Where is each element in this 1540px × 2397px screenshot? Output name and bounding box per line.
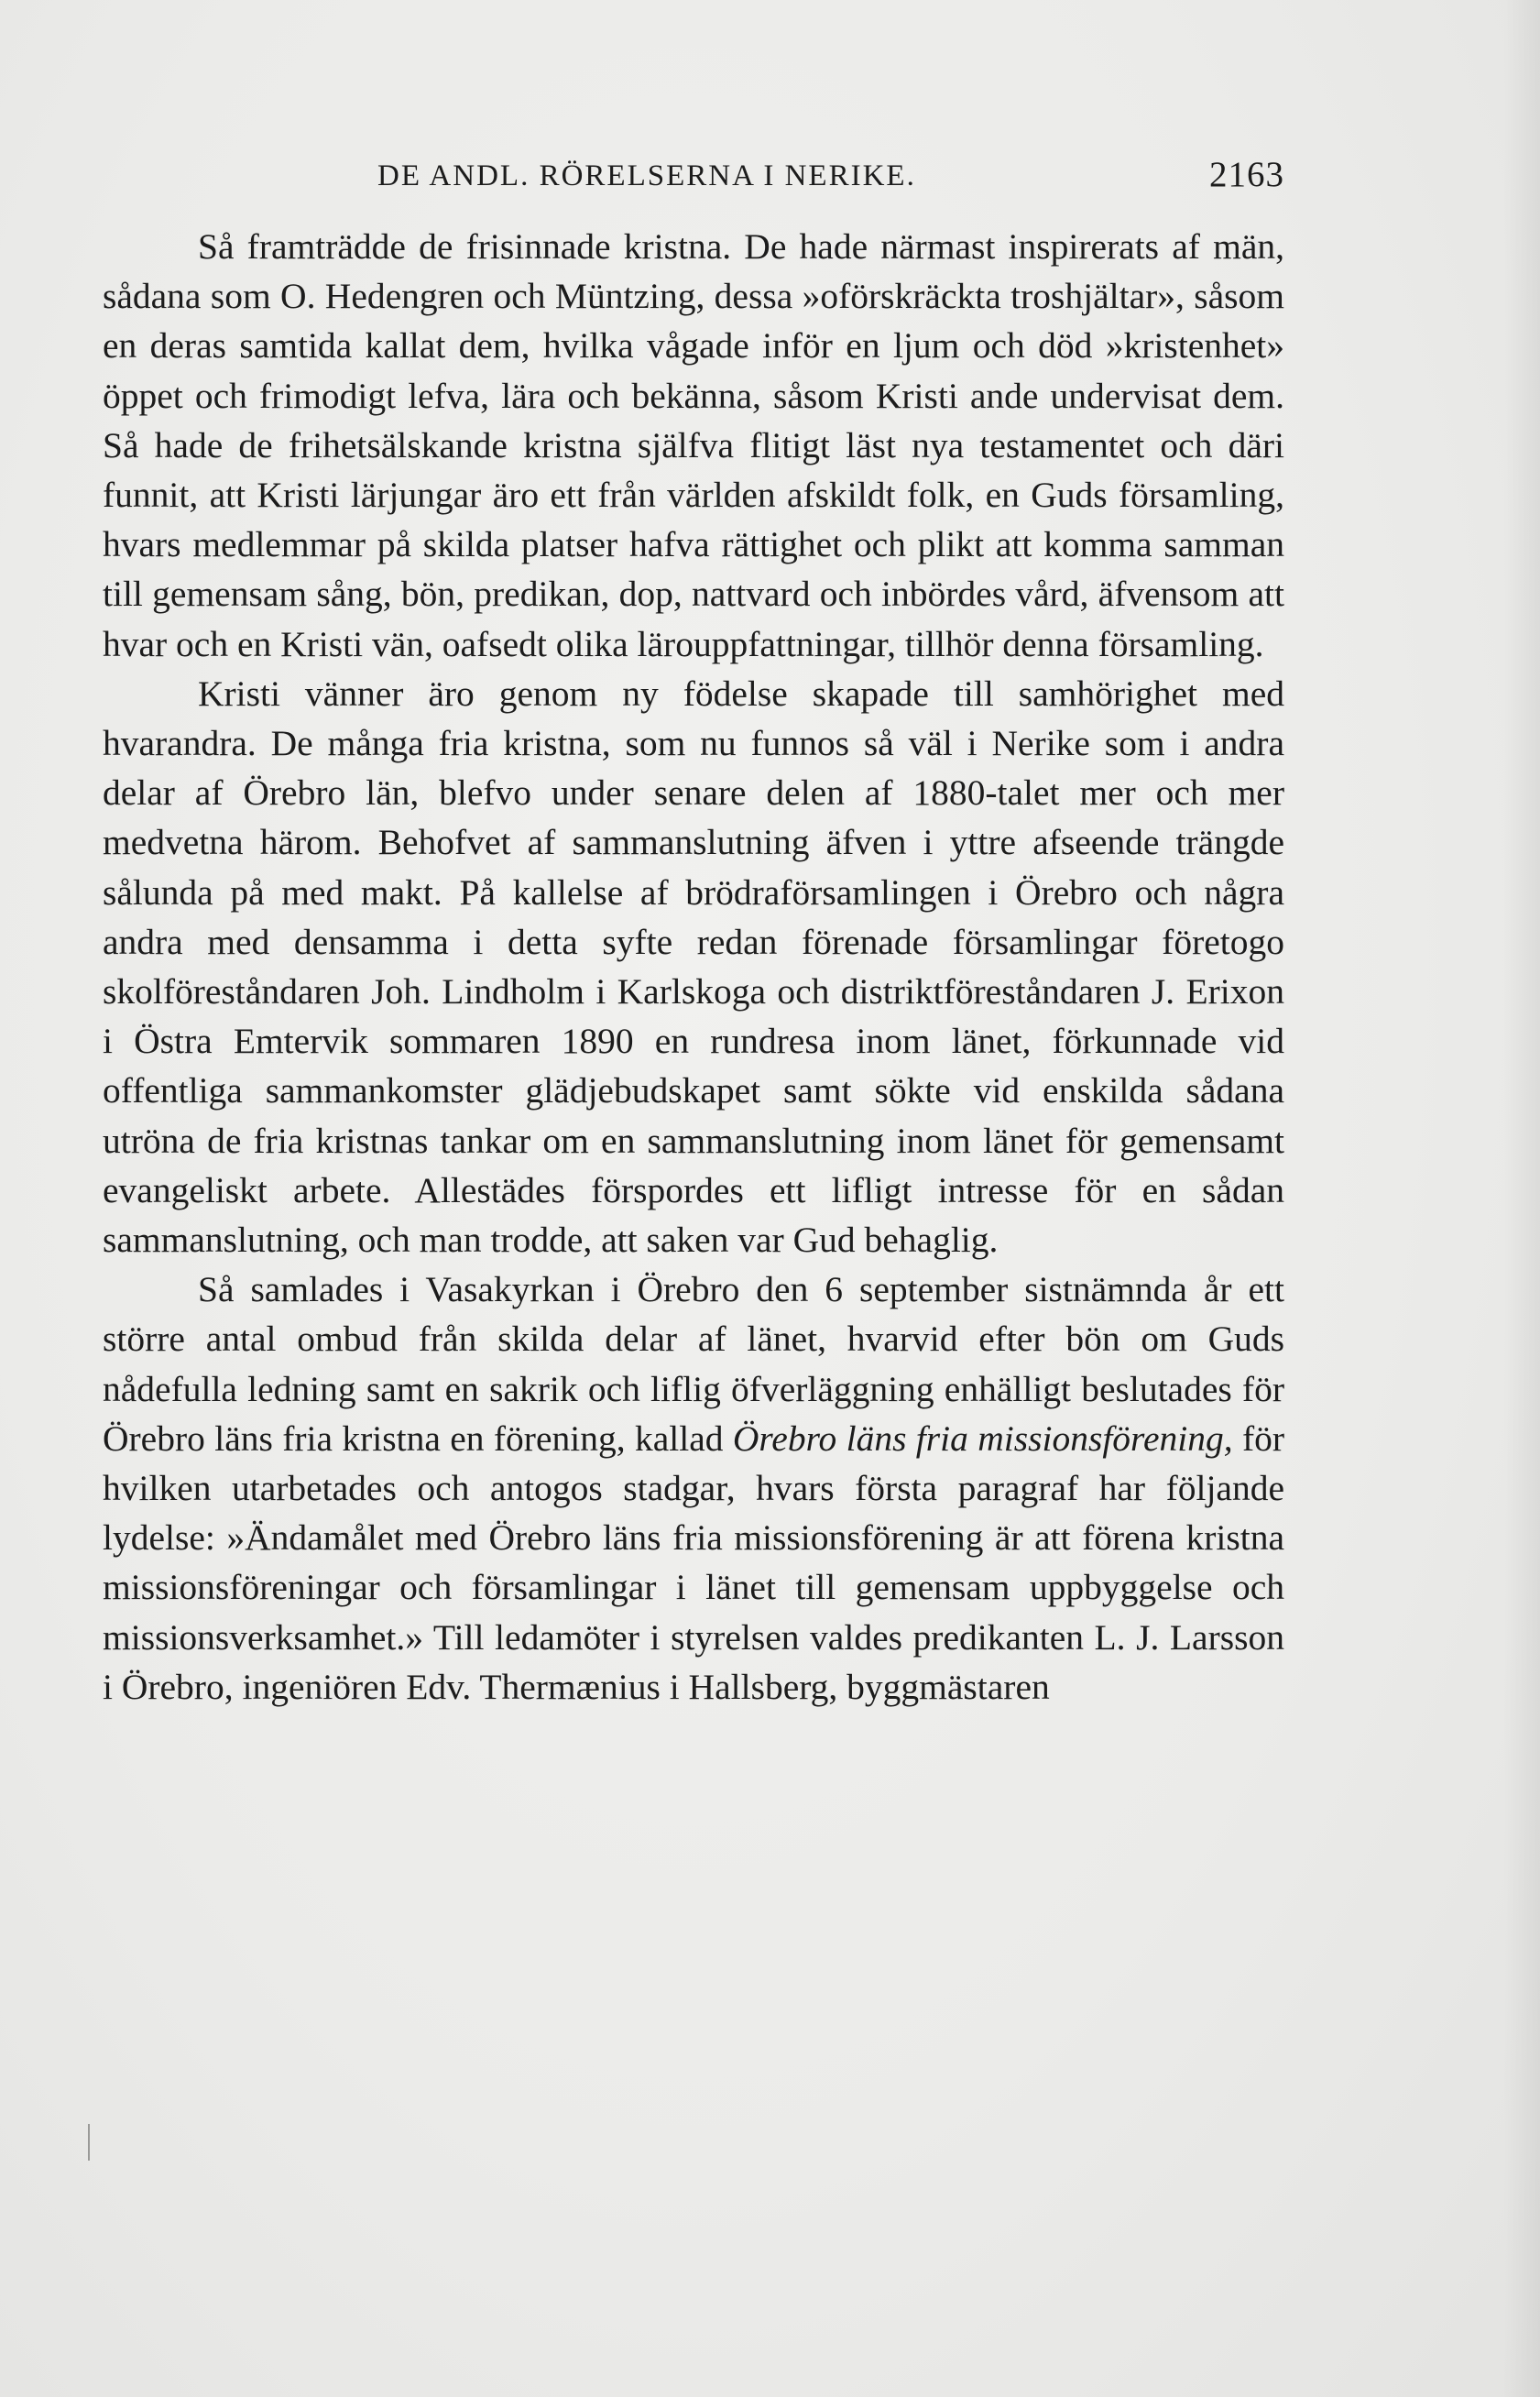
paragraph-3 [103,1264,1284,1712]
society-name: Örebro läns fria missionsförening, [732,1417,1233,1459]
paragraph-3-text-before: Så samlades i Vasakyrkan i Örebro den 6 september sistnämnda år ett större antal ombud från skilda delar af länet, hvarvid efter bön om Guds nådefulla ledning samt en sakrik och liflig öfverläggning enhälligt beslutades för Örebro läns fria kristna en förening, kallad [103,1269,1284,1459]
page-edge-shadow [1503,0,1540,2397]
page-header [103,154,1284,209]
paragraph-2: Kristi vänner äro genom ny födelse skapade till samhörighet med hvarandra. De många fria kristna, som nu funnos så väl i Nerike som i andra delar af Örebro län, blefvo under senare delen af 1880-talet mer och mer medvetna härom. Behofvet af sammanslutning äfven i yttre afseende trängde sålunda på med makt. På kallelse af brödraförsamlingen i Örebro och några andra med densamma i detta syfte redan förenade församlingar företogo skolföreståndaren Joh. Lindholm i Karlskoga och distriktföreståndaren J. Erixon i Östra Emtervik sommaren 1890 en rundresa inom länet, förkunnade vid offentliga sammankomster glädjebudskapet samt sökte vid enskilda sådana utröna de fria kristnas tankar om en sammanslutning inom länet för gemensamt evangeliskt arbete. Allestädes förspordes ett lifligt intresse för en sådan sammanslutning, och man trodde, att saken var Gud behaglig. [103,673,1284,1261]
scan-speck [88,2124,90,2161]
page-number: 2163 [1209,155,1284,194]
paragraph-3-text-after: för hvilken utarbetades och antogos stadgar, hvars första paragraf har följande lydelse: »Ändamålet med Örebro läns fria missionsförening är att förena kristna missionsföreningar och församlingar i länet till gemensam uppbyggelse och missionsverksamhet.» Till ledamöter i styrelsen valdes predikanten L. J. Larsson i Örebro, ingeniören Edv. Thermænius i Hallsberg, byggmästaren [103,1417,1285,1707]
running-title: DE ANDL. RÖRELSERNA I NERIKE. [377,159,916,192]
paragraph-1: Så framträdde de frisinnade kristna. De hade närmast inspirerats af män, sådana som O. Hedengren och Müntzing, dessa »oförskräckta troshjältar», såsom en deras samtida kallat dem, hvilka vågade inför en ljum och död »kristenhet» öppet och frimodigt lefva, lära och bekänna, såsom Kristi ande undervisat dem. Så hade de frihetsälskande kristna själfva flitigt läst nya testamentet och däri funnit, att Kristi lärjungar äro ett från världen afskildt folk, en Guds församling, hvars medlemmar på skilda platser hafva rättighet och plikt att komma samman till gemensam sång, bön, predikan, dop, nattvard och inbördes vård, äfvensom att hvar och en Kristi vän, oafsedt olika lärouppfattningar, tillhör denna församling. [103,226,1284,664]
body-text [103,222,1284,1712]
